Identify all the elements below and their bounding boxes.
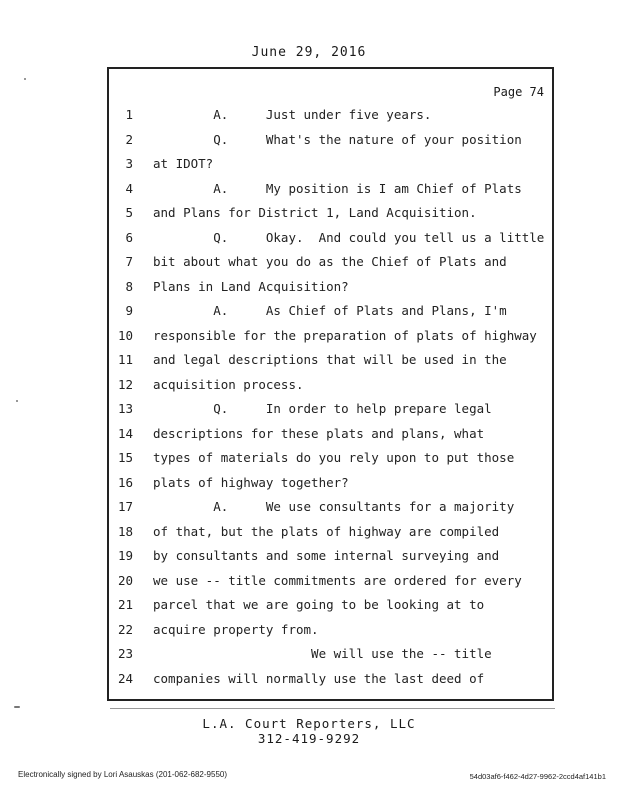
document-hash: 54d03af6-f462-4d27-9962-2ccd4af141b1 xyxy=(469,772,606,781)
line-text: types of materials do you rely upon to put those xyxy=(153,450,515,465)
line-text: Q. Okay. And could you tell us a little xyxy=(153,229,545,245)
line-number: 23 xyxy=(117,646,133,661)
court-reporter-company: L.A. Court Reporters, LLC xyxy=(202,716,416,731)
transcript-page-frame xyxy=(107,67,554,701)
line-text: we use -- title commitments are ordered for every xyxy=(153,572,522,588)
line-number: 7 xyxy=(125,254,133,269)
line-number: 9 xyxy=(125,303,133,318)
line-number: 8 xyxy=(125,278,133,294)
line-number: 4 xyxy=(125,180,133,196)
line-number: 13 xyxy=(117,401,133,416)
line-text: of that, but the plats of highway are compiled xyxy=(153,523,500,539)
line-text: Q. In order to help prepare legal xyxy=(153,401,492,416)
line-number: 16 xyxy=(117,474,133,490)
footer-divider xyxy=(110,708,555,709)
line-number: 24 xyxy=(117,670,133,686)
line-text: A. My position is I am Chief of Plats xyxy=(153,180,522,196)
line-number: 12 xyxy=(117,376,133,392)
line-text: We will use the -- title xyxy=(153,646,492,661)
court-reporter-phone: 312-419-9292 xyxy=(257,731,361,746)
page-number-label: Page 74 xyxy=(493,85,544,99)
line-text: at IDOT? xyxy=(153,156,214,171)
line-number: 17 xyxy=(117,499,133,514)
line-text: companies will normally use the last deed of xyxy=(153,670,485,686)
line-number: 14 xyxy=(117,425,133,441)
scan-speck xyxy=(24,78,26,80)
line-number: 22 xyxy=(117,621,133,637)
line-number: 15 xyxy=(117,450,133,465)
line-text: A. As Chief of Plats and Plans, I'm xyxy=(153,303,507,318)
line-text: A. Just under five years. xyxy=(153,107,432,122)
line-number: 1 xyxy=(125,107,133,122)
line-text: bit about what you do as the Chief of Plats and xyxy=(153,254,507,269)
line-text: Plans in Land Acquisition? xyxy=(153,278,349,294)
line-number: 19 xyxy=(117,548,133,563)
line-number: 5 xyxy=(125,205,133,220)
scan-speck xyxy=(16,400,18,402)
line-number: 2 xyxy=(125,131,133,147)
line-text: by consultants and some internal surveying and xyxy=(153,548,500,563)
transcript-date: June 29, 2016 xyxy=(251,45,367,60)
line-text: descriptions for these plats and plans, what xyxy=(153,425,485,441)
line-text: A. We use consultants for a majority xyxy=(153,499,515,514)
scan-speck xyxy=(14,706,20,708)
line-text: Q. What's the nature of your position xyxy=(153,131,522,147)
line-number: 6 xyxy=(125,229,133,245)
line-text: parcel that we are going to be looking at to xyxy=(153,597,485,612)
line-number: 18 xyxy=(117,523,133,539)
line-text: responsible for the preparation of plats of highway xyxy=(153,327,537,343)
line-text: plats of highway together? xyxy=(153,474,349,490)
line-text: acquire property from. xyxy=(153,621,319,637)
electronic-signature-note: Electronically signed by Lori Asauskas (201-062-682-9550) xyxy=(18,770,228,779)
line-text: and legal descriptions that will be used in the xyxy=(153,352,507,367)
line-number: 11 xyxy=(117,352,133,367)
line-number: 20 xyxy=(117,572,133,588)
line-number: 3 xyxy=(125,156,133,171)
line-number: 21 xyxy=(117,597,133,612)
line-text: acquisition process. xyxy=(153,376,304,392)
line-number: 10 xyxy=(117,327,133,343)
line-text: and Plans for District 1, Land Acquisition. xyxy=(153,205,477,220)
